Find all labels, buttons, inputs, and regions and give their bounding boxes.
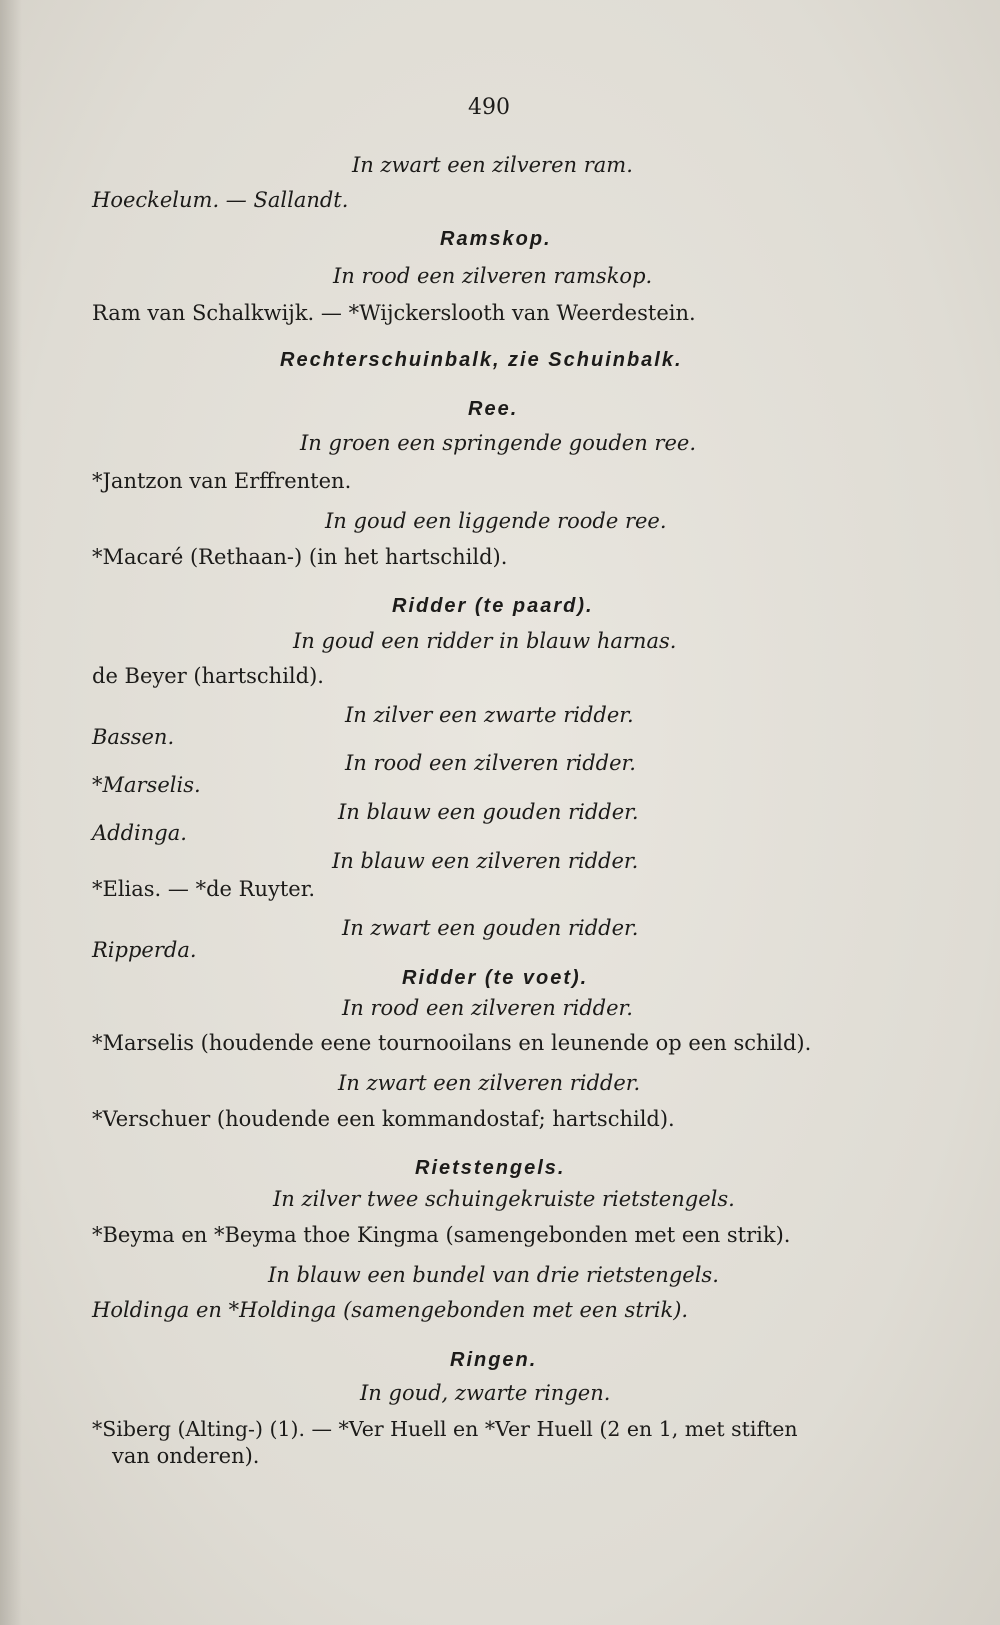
blazon-line: In zilver een zwarte ridder. (345, 703, 634, 727)
blazon-line: In goud een ridder in blauw harnas. (293, 629, 677, 653)
section-heading-rechterschuinbalk: Rechterschuinbalk, zie Schuinbalk. (280, 349, 683, 371)
section-heading-ridder-te-voet: Ridder (te voet). (402, 967, 589, 989)
family-line: Addinga. (92, 821, 187, 845)
family-line: *Marselis (houdende eene tournooilans en leunende op een schild). (92, 1031, 812, 1055)
blazon-line: In blauw een bundel van drie rietstengels. (268, 1263, 719, 1287)
family-line: Ripperda. (92, 938, 197, 962)
blazon-line: In zilver twee schuingekruiste rietstengels. (273, 1187, 735, 1211)
section-heading-ringen: Ringen. (450, 1349, 538, 1371)
blazon-line: In goud, zwarte ringen. (360, 1381, 611, 1405)
family-line: Holdinga en *Holdinga (samengebonden met een strik). (92, 1298, 689, 1322)
blazon-line: In zwart een zilveren ram. (352, 153, 633, 177)
family-line: *Jantzon van Erffrenten. (92, 469, 352, 493)
page-number: 490 (468, 95, 510, 120)
blazon-line: In blauw een gouden ridder. (338, 800, 639, 824)
family-line: *Marselis. (92, 773, 201, 797)
family-line: Bassen. (92, 725, 175, 749)
family-line: Hoeckelum. — Sallandt. (92, 188, 349, 212)
blazon-line: In groen een springende gouden ree. (300, 431, 696, 455)
family-line: Ram van Schalkwijk. — *Wijckerslooth van Weerdestein. (92, 301, 696, 325)
family-line: de Beyer (hartschild). (92, 664, 324, 688)
section-heading-ramskop: Ramskop. (440, 228, 552, 250)
blazon-line: In rood een zilveren ridder. (342, 996, 633, 1020)
blazon-line: In blauw een zilveren ridder. (332, 849, 639, 873)
section-heading-ree: Ree. (468, 398, 519, 420)
blazon-line: In rood een zilveren ridder. (345, 751, 636, 775)
family-line: *Beyma en *Beyma thoe Kingma (samengebonden met een strik). (92, 1223, 791, 1247)
section-heading-ridder-te-paard: Ridder (te paard). (392, 595, 594, 617)
blazon-line: In zwart een gouden ridder. (342, 916, 639, 940)
family-line: *Elias. — *de Ruyter. (92, 877, 316, 901)
blazon-line: In goud een liggende roode ree. (325, 509, 667, 533)
blazon-line: In rood een zilveren ramskop. (333, 264, 653, 288)
family-line: *Siberg (Alting-) (1). — *Ver Huell en *Ver Huell (2 en 1, met stiften (92, 1417, 798, 1441)
section-heading-rietstengels: Rietstengels. (415, 1157, 566, 1179)
page-edge-shadow (0, 0, 22, 1625)
blazon-line: In zwart een zilveren ridder. (338, 1071, 641, 1095)
family-line: *Macaré (Rethaan-) (in het hartschild). (92, 545, 508, 569)
family-line-continuation: van onderen). (112, 1444, 260, 1468)
family-line: *Verschuer (houdende een kommandostaf; hartschild). (92, 1107, 675, 1131)
